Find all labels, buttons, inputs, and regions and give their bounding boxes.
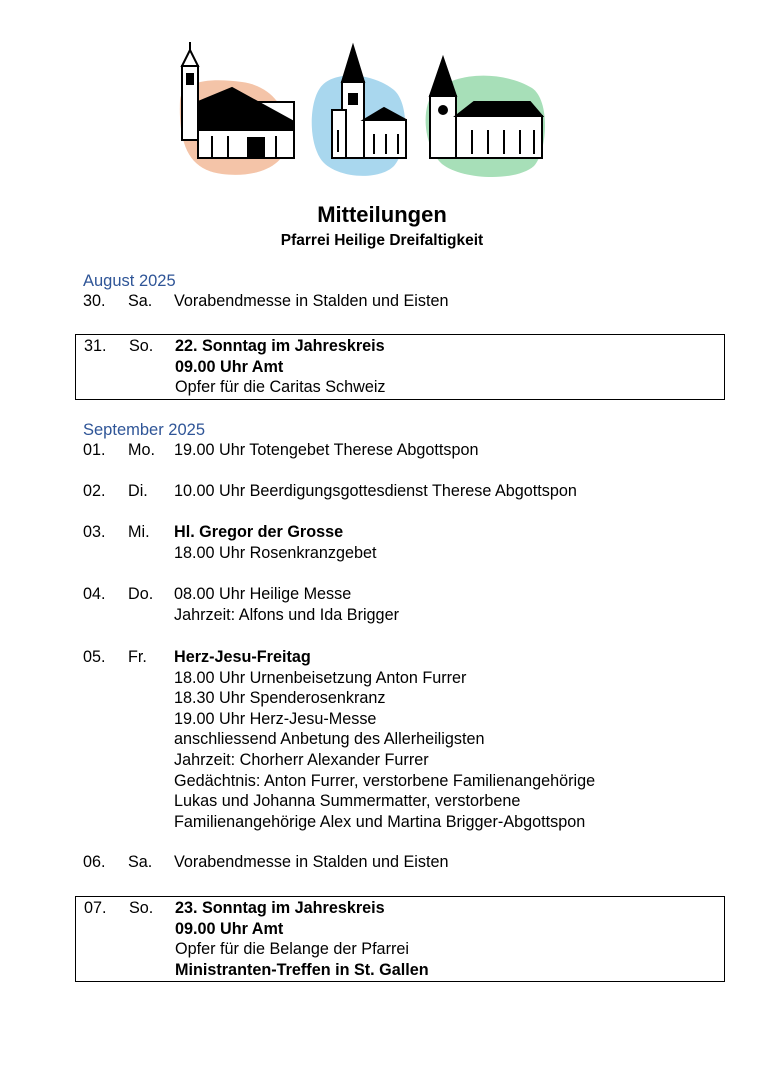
calendar-entry xyxy=(0,584,764,625)
entry-row xyxy=(0,750,764,771)
calendar-entry xyxy=(0,440,764,461)
calendar-entry xyxy=(0,481,764,502)
entry-text: 22. Sonntag im Jahreskreis xyxy=(175,337,385,355)
page-subtitle: Pfarrei Heilige Dreifaltigkeit xyxy=(280,232,484,249)
entry-text: 18.00 Uhr Urnenbeisetzung Anton Furrer xyxy=(174,668,467,687)
entry-text: Gedächtnis: Anton Furrer, verstorbene Familienangehörige xyxy=(174,771,596,790)
entry-text: Familienangehörige Alex und Martina Brigger-Abgottspon xyxy=(174,812,586,831)
entry-weekday: So. xyxy=(129,899,154,917)
church-left-icon xyxy=(182,42,294,158)
calendar-entry xyxy=(75,334,725,400)
entry-day: 30. xyxy=(83,292,106,310)
entry-row xyxy=(0,791,764,812)
entry-row xyxy=(0,481,764,502)
entry-weekday: Sa. xyxy=(128,853,153,871)
entry-text: Hl. Gregor der Grosse xyxy=(174,523,344,541)
entry-text: Herz-Jesu-Freitag xyxy=(174,648,311,666)
entry-text: Opfer für die Belange der Pfarrei xyxy=(175,940,409,959)
entry-day: 04. xyxy=(83,585,106,603)
entry-day: 06. xyxy=(83,853,106,871)
entry-row xyxy=(0,291,764,312)
entry-day: 31. xyxy=(84,337,107,355)
entry-day: 03. xyxy=(83,523,106,541)
entry-row xyxy=(0,584,764,605)
entry-weekday: So. xyxy=(129,337,154,355)
entry-text: 23. Sonntag im Jahreskreis xyxy=(175,899,385,917)
entry-text: 09.00 Uhr Amt xyxy=(175,919,284,938)
entry-row xyxy=(76,377,724,398)
calendar-entry xyxy=(0,522,764,563)
month-heading: August 2025 xyxy=(83,272,176,290)
entry-row xyxy=(0,522,764,543)
entry-text: 10.00 Uhr Beerdigungsgottesdienst Therese Abgottspon xyxy=(174,482,577,500)
entry-row xyxy=(0,812,764,833)
entry-day: 01. xyxy=(83,441,106,459)
entry-row xyxy=(76,919,724,940)
calendar-entry xyxy=(0,647,764,832)
entry-weekday: Sa. xyxy=(128,292,153,310)
entry-day: 02. xyxy=(83,482,106,500)
entry-row xyxy=(76,357,724,378)
entry-text: 19.00 Uhr Herz-Jesu-Messe xyxy=(174,709,377,728)
entry-row xyxy=(0,440,764,461)
entry-row xyxy=(76,898,724,919)
calendar-entry xyxy=(75,896,725,982)
entry-row xyxy=(0,852,764,873)
entry-weekday: Di. xyxy=(128,482,148,500)
entry-weekday: Mi. xyxy=(128,523,150,541)
entry-text: Ministranten-Treffen in St. Gallen xyxy=(175,960,429,979)
entry-text: Vorabendmesse in Stalden und Eisten xyxy=(174,853,449,871)
entry-weekday: Fr. xyxy=(128,648,147,666)
entry-weekday: Mo. xyxy=(128,441,155,459)
page-title: Mitteilungen xyxy=(317,202,447,227)
entry-day: 05. xyxy=(83,648,106,666)
month-heading: September 2025 xyxy=(83,421,206,439)
entry-row xyxy=(0,605,764,626)
entry-text: 08.00 Uhr Heilige Messe xyxy=(174,585,352,603)
entry-text: Lukas und Johanna Summermatter, verstorbene xyxy=(174,792,521,811)
entry-row xyxy=(0,771,764,792)
entry-row xyxy=(0,543,764,564)
calendar-entry xyxy=(0,852,764,873)
entry-text: 19.00 Uhr Totengebet Therese Abgottspon xyxy=(174,441,479,459)
entry-text: 18.00 Uhr Rosenkranzgebet xyxy=(174,543,377,562)
entry-row xyxy=(0,647,764,668)
entry-text: anschliessend Anbetung des Allerheiligsten xyxy=(174,730,485,749)
entry-text: Jahrzeit: Alfons und Ida Brigger xyxy=(174,605,399,624)
entry-row xyxy=(76,336,724,357)
entry-text: 18.30 Uhr Spenderosenkranz xyxy=(174,689,386,708)
church-right-icon xyxy=(430,58,542,158)
entry-row xyxy=(0,668,764,689)
entry-text: 09.00 Uhr Amt xyxy=(175,357,284,376)
entry-text: Opfer für die Caritas Schweiz xyxy=(175,378,386,397)
entry-row xyxy=(76,939,724,960)
entry-row xyxy=(0,729,764,750)
entry-row xyxy=(0,709,764,730)
three-churches-logo xyxy=(172,40,552,182)
entry-weekday: Do. xyxy=(128,585,154,603)
entry-row xyxy=(0,688,764,709)
entry-text: Vorabendmesse in Stalden und Eisten xyxy=(174,292,449,310)
entry-day: 07. xyxy=(84,899,107,917)
calendar-entry xyxy=(0,291,764,312)
entry-row xyxy=(76,960,724,981)
entry-text: Jahrzeit: Chorherr Alexander Furrer xyxy=(174,750,429,769)
